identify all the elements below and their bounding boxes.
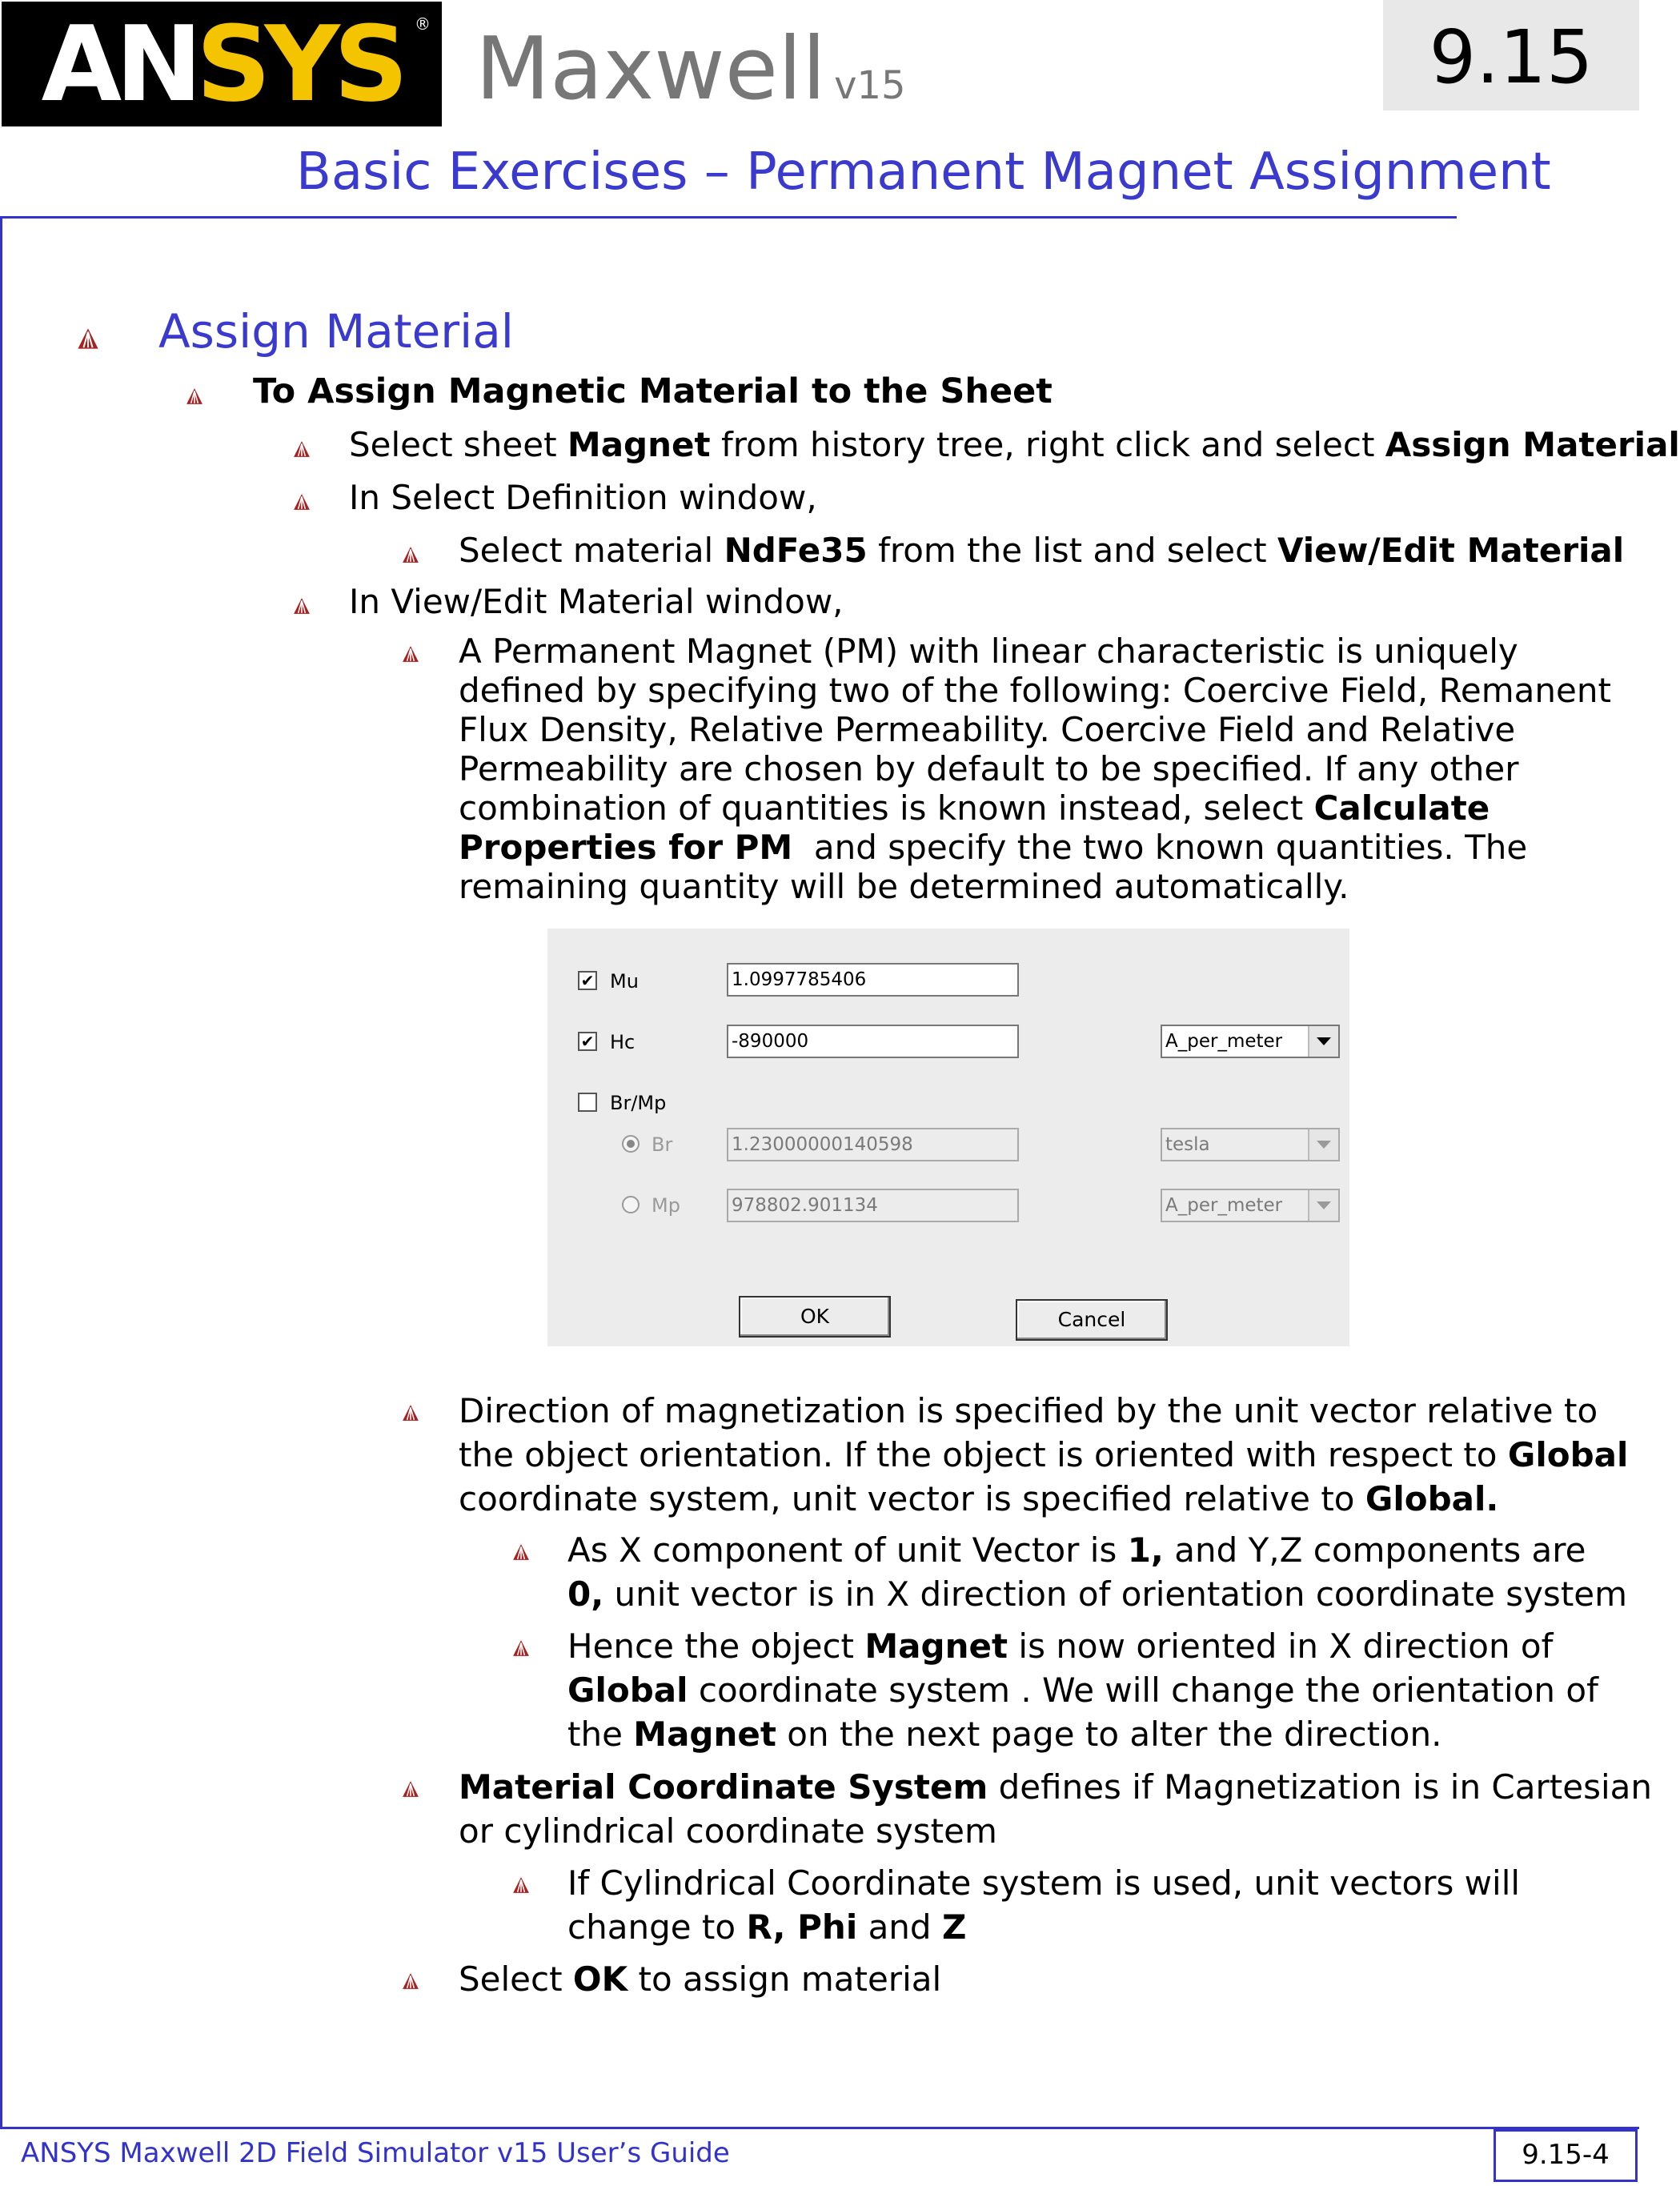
pm-properties-dialog	[547, 929, 1349, 1346]
mp-radio[interactable]	[622, 1196, 640, 1213]
frame-top-rule	[0, 216, 1457, 219]
bullet-icon	[293, 440, 311, 458]
frame-bottom-rule	[0, 2127, 1639, 2129]
direction-paragraph: Direction of magnetization is specified by the unit vector relative to the object orientation. If the object is oriented with respect to Global coordinate system, unit vector is specified relative to Global.	[459, 1391, 1629, 1518]
hc-unit-select[interactable]: A_per_meter	[1161, 1025, 1340, 1058]
mu-input[interactable]: 1.0997785406	[727, 963, 1019, 997]
bullet-icon	[402, 1404, 419, 1422]
mp-label: Mp	[652, 1194, 680, 1217]
bullet-icon	[402, 546, 419, 564]
step-view-edit: In View/Edit Material window,	[349, 582, 844, 621]
ok-button[interactable]: OK	[739, 1296, 891, 1338]
mp-input[interactable]: 978802.901134	[727, 1189, 1019, 1222]
bullet-icon	[402, 645, 419, 663]
footer-guide-title: ANSYS Maxwell 2D Field Simulator v15 User’s Guide	[21, 2137, 730, 2169]
hence-paragraph: Hence the object Magnet is now oriented in X direction of Global coordinate system . We will change the orientation of the Magnet on the next page to alter the direction.	[567, 1626, 1598, 1754]
bullet-icon	[293, 493, 311, 511]
bullet-icon	[293, 597, 311, 615]
subheading: To Assign Magnetic Material to the Sheet	[253, 371, 1053, 411]
br-label: Br	[652, 1133, 673, 1156]
chevron-down-icon	[1308, 1026, 1338, 1057]
brmp-checkbox[interactable]	[578, 1093, 597, 1112]
hc-label: Hc	[610, 1031, 636, 1053]
br-unit-select[interactable]: tesla	[1161, 1128, 1340, 1161]
product-name: Maxwell v15	[475, 19, 906, 119]
footer-page-number: 9.15-4	[1494, 2129, 1638, 2182]
mp-unit-select[interactable]: A_per_meter	[1161, 1189, 1340, 1222]
chevron-down-icon	[1308, 1129, 1338, 1160]
bullet-icon	[186, 387, 203, 405]
product-version: v15	[834, 63, 906, 108]
chevron-down-icon	[1308, 1190, 1338, 1221]
section-heading: Assign Material	[158, 304, 514, 359]
br-radio[interactable]	[622, 1135, 640, 1153]
bullet-icon	[512, 1543, 530, 1561]
bullet-icon	[402, 1972, 419, 1990]
mcs-paragraph: Material Coordinate System defines if Magnetization is in Cartesian or cylindrical coordinate system	[459, 1767, 1652, 1851]
bullet-icon	[512, 1876, 530, 1894]
frame-left-rule	[0, 216, 2, 2129]
hc-checkbox[interactable]: ✔	[578, 1032, 597, 1051]
step-select-ok: Select OK to assign material	[459, 1959, 942, 1999]
hc-input[interactable]: -890000	[727, 1025, 1019, 1058]
mu-checkbox[interactable]: ✔	[578, 971, 597, 990]
ansys-logo: ANSYS ®	[2, 2, 442, 126]
step-select-material: Select material NdFe35 from the list and select View/Edit Material	[459, 531, 1625, 570]
mu-label: Mu	[610, 970, 639, 993]
br-input[interactable]: 1.23000000140598	[727, 1128, 1019, 1161]
x-component-paragraph: As X component of unit Vector is 1, and Y,Z components are 0, unit vector is in X direction of orientation coordinate system	[567, 1530, 1628, 1614]
pm-paragraph: A Permanent Magnet (PM) with linear characteristic is uniquely defined by specifying two of the following: Coercive Field, Remanent Flux Density, Relative Permeability. Coercive Field and Relative Permeability are chosen by default to be specified. If any other combination of quantities is known instead, select Calculate Properties for PM and specify the two known quantities. The remaining quantity will be determined automatically.	[459, 632, 1611, 906]
bullet-icon	[77, 327, 99, 351]
cancel-button[interactable]: Cancel	[1016, 1299, 1168, 1341]
brmp-label: Br/Mp	[610, 1092, 667, 1114]
bullet-icon	[512, 1639, 530, 1657]
cylindrical-paragraph: If Cylindrical Coordinate system is used, unit vectors will change to R, Phi and Z	[567, 1863, 1521, 1947]
page-title: Basic Exercises – Permanent Magnet Assignment	[296, 142, 1551, 202]
section-number: 9.15	[1429, 14, 1594, 100]
step-select-sheet: Select sheet Magnet from history tree, right click and select Assign Material	[349, 425, 1680, 464]
section-number-box	[1383, 0, 1639, 110]
step-select-definition: In Select Definition window,	[349, 478, 817, 517]
bullet-icon	[402, 1780, 419, 1798]
